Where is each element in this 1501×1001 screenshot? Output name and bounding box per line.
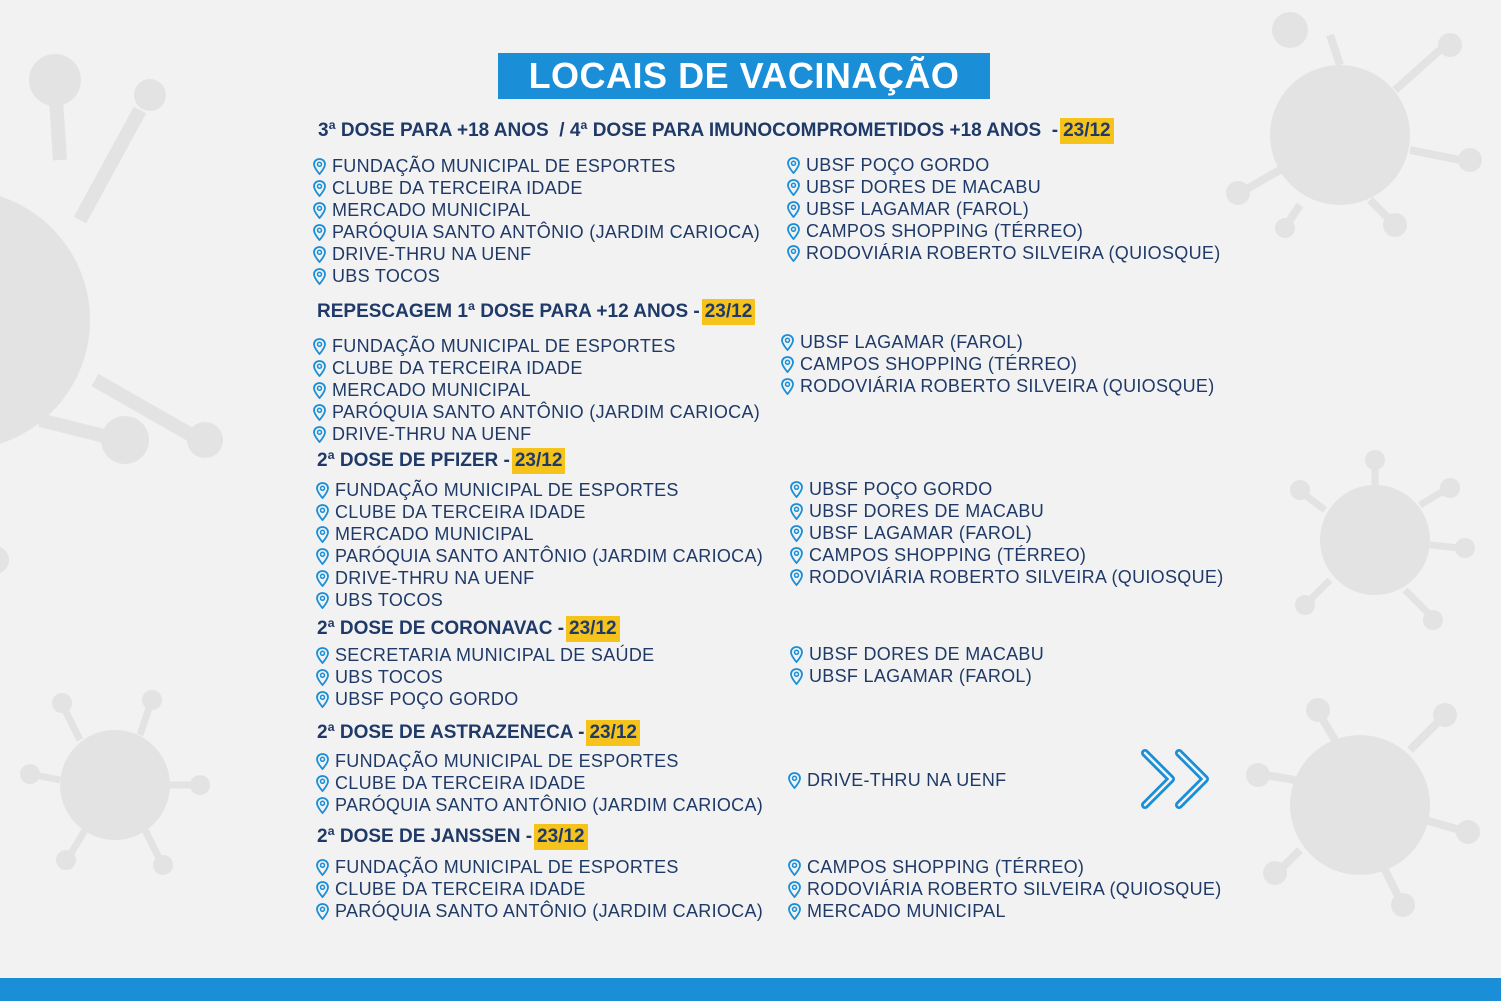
location-name: FUNDAÇÃO MUNICIPAL DE ESPORTES bbox=[332, 335, 676, 356]
location-name: MERCADO MUNICIPAL bbox=[332, 199, 531, 220]
location-name: DRIVE-THRU NA UENF bbox=[332, 243, 532, 264]
map-pin-icon bbox=[316, 482, 329, 499]
location-name: UBSF DORES DE MACABU bbox=[806, 176, 1042, 197]
map-pin-icon bbox=[313, 180, 326, 197]
map-pin-icon bbox=[316, 669, 329, 686]
map-pin-icon bbox=[790, 525, 803, 542]
map-pin-icon bbox=[788, 772, 801, 789]
location-name: MERCADO MUNICIPAL bbox=[807, 900, 1006, 921]
location-name: RODOVIÁRIA ROBERTO SILVEIRA (QUIOSQUE) bbox=[807, 878, 1222, 899]
location-item bbox=[790, 643, 1044, 665]
location-name: CAMPOS SHOPPING (TÉRREO) bbox=[800, 353, 1078, 374]
location-name: FUNDAÇÃO MUNICIPAL DE ESPORTES bbox=[335, 856, 679, 877]
location-item bbox=[316, 688, 654, 710]
location-item bbox=[790, 478, 1224, 500]
location-name: CAMPOS SHOPPING (TÉRREO) bbox=[806, 220, 1084, 241]
map-pin-icon bbox=[316, 881, 329, 898]
location-name: PARÓQUIA SANTO ANTÔNIO (JARDIM CARIOCA) bbox=[335, 545, 764, 566]
map-pin-icon bbox=[316, 797, 329, 814]
date-badge: 23/12 bbox=[566, 616, 620, 642]
virus-icon bbox=[0, 54, 223, 464]
map-pin-icon bbox=[316, 753, 329, 770]
location-item bbox=[316, 589, 763, 611]
location-list-right bbox=[790, 478, 1224, 588]
location-item bbox=[316, 772, 763, 794]
location-name: UBSF LAGAMAR (FAROL) bbox=[806, 198, 1030, 219]
double-chevron-right-icon[interactable] bbox=[1137, 743, 1225, 815]
location-item bbox=[781, 353, 1215, 375]
location-name: DRIVE-THRU NA UENF bbox=[807, 769, 1007, 790]
location-name: RODOVIÁRIA ROBERTO SILVEIRA (QUIOSQUE) bbox=[806, 242, 1221, 263]
map-pin-icon bbox=[787, 201, 800, 218]
location-item bbox=[790, 566, 1224, 588]
location-list-right bbox=[788, 856, 1222, 922]
location-name: PARÓQUIA SANTO ANTÔNIO (JARDIM CARIOCA) bbox=[335, 900, 764, 921]
location-name: CLUBE DA TERCEIRA IDADE bbox=[335, 878, 586, 899]
page-title: LOCAIS DE VACINAÇÃO bbox=[498, 53, 990, 99]
map-pin-icon bbox=[790, 547, 803, 564]
date-badge: 23/12 bbox=[1060, 118, 1114, 144]
section-title: REPESCAGEM 1ª DOSE PARA +12 ANOS - bbox=[317, 301, 700, 322]
location-item bbox=[788, 769, 1006, 791]
location-name: UBSF LAGAMAR (FAROL) bbox=[809, 665, 1033, 686]
map-pin-icon bbox=[313, 382, 326, 399]
map-pin-icon bbox=[316, 548, 329, 565]
map-pin-icon bbox=[790, 481, 803, 498]
bottom-accent-bar bbox=[0, 978, 1501, 1001]
location-item bbox=[787, 220, 1221, 242]
location-name: PARÓQUIA SANTO ANTÔNIO (JARDIM CARIOCA) bbox=[332, 401, 761, 422]
location-name: DRIVE-THRU NA UENF bbox=[335, 567, 535, 588]
location-list-left bbox=[316, 750, 763, 816]
location-item bbox=[790, 500, 1224, 522]
map-pin-icon bbox=[316, 859, 329, 876]
map-pin-icon bbox=[781, 378, 794, 395]
section-heading bbox=[317, 299, 755, 325]
location-item bbox=[788, 878, 1222, 900]
section-heading bbox=[317, 448, 565, 474]
location-name: FUNDAÇÃO MUNICIPAL DE ESPORTES bbox=[335, 750, 679, 771]
location-item bbox=[316, 666, 654, 688]
virus-icon bbox=[1226, 12, 1482, 238]
map-pin-icon bbox=[790, 668, 803, 685]
location-name: PARÓQUIA SANTO ANTÔNIO (JARDIM CARIOCA) bbox=[332, 221, 761, 242]
date-badge: 23/12 bbox=[702, 299, 756, 325]
location-item bbox=[313, 401, 760, 423]
location-item bbox=[787, 198, 1221, 220]
location-item bbox=[313, 379, 760, 401]
map-pin-icon bbox=[788, 881, 801, 898]
map-pin-icon bbox=[313, 404, 326, 421]
map-pin-icon bbox=[316, 504, 329, 521]
section-title: 3ª DOSE PARA +18 ANOS / 4ª DOSE PARA IMUNOCOMPROMETIDOS +18 ANOS - bbox=[318, 120, 1059, 141]
location-item bbox=[787, 242, 1221, 264]
map-pin-icon bbox=[781, 334, 794, 351]
location-name: UBS TOCOS bbox=[332, 265, 441, 286]
location-list-left bbox=[316, 479, 763, 611]
location-item bbox=[313, 265, 760, 287]
date-badge: 23/12 bbox=[534, 824, 588, 850]
section-title: 2ª DOSE DE JANSSEN - bbox=[317, 826, 533, 847]
location-item bbox=[316, 545, 763, 567]
map-pin-icon bbox=[313, 202, 326, 219]
section-heading bbox=[317, 616, 620, 642]
map-pin-icon bbox=[313, 338, 326, 355]
location-item bbox=[316, 523, 763, 545]
map-pin-icon bbox=[316, 775, 329, 792]
map-pin-icon bbox=[316, 647, 329, 664]
location-name: UBSF POÇO GORDO bbox=[806, 154, 990, 175]
map-pin-icon bbox=[790, 646, 803, 663]
map-pin-icon bbox=[788, 859, 801, 876]
location-list-left bbox=[316, 644, 654, 710]
map-pin-icon bbox=[316, 592, 329, 609]
map-pin-icon bbox=[790, 503, 803, 520]
location-item bbox=[313, 335, 760, 357]
section-title: 2ª DOSE DE ASTRAZENECA - bbox=[317, 722, 585, 743]
location-item bbox=[781, 375, 1215, 397]
map-pin-icon bbox=[781, 356, 794, 373]
location-list-right bbox=[781, 331, 1215, 397]
location-list-right bbox=[790, 643, 1044, 687]
location-list-left bbox=[316, 856, 763, 922]
map-pin-icon bbox=[787, 157, 800, 174]
section-title: 2ª DOSE DE CORONAVAC - bbox=[317, 618, 565, 639]
location-name: CLUBE DA TERCEIRA IDADE bbox=[332, 177, 583, 198]
location-name: RODOVIÁRIA ROBERTO SILVEIRA (QUIOSQUE) bbox=[809, 566, 1224, 587]
location-item bbox=[787, 176, 1221, 198]
location-item bbox=[781, 331, 1215, 353]
location-item bbox=[313, 243, 760, 265]
location-list-left bbox=[313, 155, 760, 287]
location-item bbox=[313, 177, 760, 199]
location-name: SECRETARIA MUNICIPAL DE SAÚDE bbox=[335, 644, 655, 665]
map-pin-icon bbox=[313, 360, 326, 377]
location-name: CAMPOS SHOPPING (TÉRREO) bbox=[809, 544, 1087, 565]
location-item bbox=[790, 665, 1044, 687]
location-list-right bbox=[787, 154, 1221, 264]
map-pin-icon bbox=[316, 570, 329, 587]
virus-icon bbox=[1290, 450, 1475, 630]
map-pin-icon bbox=[313, 224, 326, 241]
location-item bbox=[313, 155, 760, 177]
location-item bbox=[313, 199, 760, 221]
location-name: FUNDAÇÃO MUNICIPAL DE ESPORTES bbox=[332, 155, 676, 176]
location-item bbox=[313, 357, 760, 379]
location-name: UBSF LAGAMAR (FAROL) bbox=[809, 522, 1033, 543]
map-pin-icon bbox=[316, 903, 329, 920]
map-pin-icon bbox=[313, 426, 326, 443]
location-item bbox=[787, 154, 1221, 176]
location-item bbox=[316, 567, 763, 589]
section-heading bbox=[317, 720, 640, 746]
section-heading bbox=[318, 118, 1114, 144]
map-pin-icon bbox=[313, 158, 326, 175]
location-name: CAMPOS SHOPPING (TÉRREO) bbox=[807, 856, 1085, 877]
location-item bbox=[313, 423, 760, 445]
location-item bbox=[790, 522, 1224, 544]
virus-icon bbox=[1246, 698, 1480, 917]
location-name: UBSF DORES DE MACABU bbox=[809, 500, 1045, 521]
location-name: PARÓQUIA SANTO ANTÔNIO (JARDIM CARIOCA) bbox=[335, 794, 764, 815]
location-name: MERCADO MUNICIPAL bbox=[332, 379, 531, 400]
virus-icon bbox=[20, 690, 210, 875]
location-name: CLUBE DA TERCEIRA IDADE bbox=[335, 772, 586, 793]
location-item bbox=[316, 794, 763, 816]
map-pin-icon bbox=[313, 268, 326, 285]
location-name: CLUBE DA TERCEIRA IDADE bbox=[335, 501, 586, 522]
location-name: DRIVE-THRU NA UENF bbox=[332, 423, 532, 444]
location-item bbox=[788, 856, 1222, 878]
location-list-left bbox=[313, 335, 760, 445]
location-name: UBS TOCOS bbox=[335, 666, 444, 687]
map-pin-icon bbox=[313, 246, 326, 263]
location-item bbox=[316, 750, 763, 772]
section-title: 2ª DOSE DE PFIZER - bbox=[317, 450, 510, 471]
location-item bbox=[316, 900, 763, 922]
date-badge: 23/12 bbox=[512, 448, 566, 474]
location-name: CLUBE DA TERCEIRA IDADE bbox=[332, 357, 583, 378]
location-name: UBSF LAGAMAR (FAROL) bbox=[800, 331, 1024, 352]
location-name: UBS TOCOS bbox=[335, 589, 444, 610]
location-item bbox=[313, 221, 760, 243]
location-item bbox=[316, 644, 654, 666]
location-name: RODOVIÁRIA ROBERTO SILVEIRA (QUIOSQUE) bbox=[800, 375, 1215, 396]
map-pin-icon bbox=[790, 569, 803, 586]
location-name: MERCADO MUNICIPAL bbox=[335, 523, 534, 544]
date-badge: 23/12 bbox=[586, 720, 640, 746]
map-pin-icon bbox=[316, 691, 329, 708]
location-name: UBSF DORES DE MACABU bbox=[809, 643, 1045, 664]
location-name: UBSF POÇO GORDO bbox=[809, 478, 993, 499]
map-pin-icon bbox=[787, 245, 800, 262]
section-heading bbox=[317, 824, 588, 850]
map-pin-icon bbox=[787, 179, 800, 196]
location-item bbox=[788, 900, 1222, 922]
location-item bbox=[316, 878, 763, 900]
map-pin-icon bbox=[787, 223, 800, 240]
location-item bbox=[316, 479, 763, 501]
location-item bbox=[316, 856, 763, 878]
map-pin-icon bbox=[788, 903, 801, 920]
location-name: UBSF POÇO GORDO bbox=[335, 688, 519, 709]
location-item bbox=[790, 544, 1224, 566]
location-item bbox=[316, 501, 763, 523]
location-list-right bbox=[788, 769, 1006, 791]
location-name: FUNDAÇÃO MUNICIPAL DE ESPORTES bbox=[335, 479, 679, 500]
map-pin-icon bbox=[316, 526, 329, 543]
